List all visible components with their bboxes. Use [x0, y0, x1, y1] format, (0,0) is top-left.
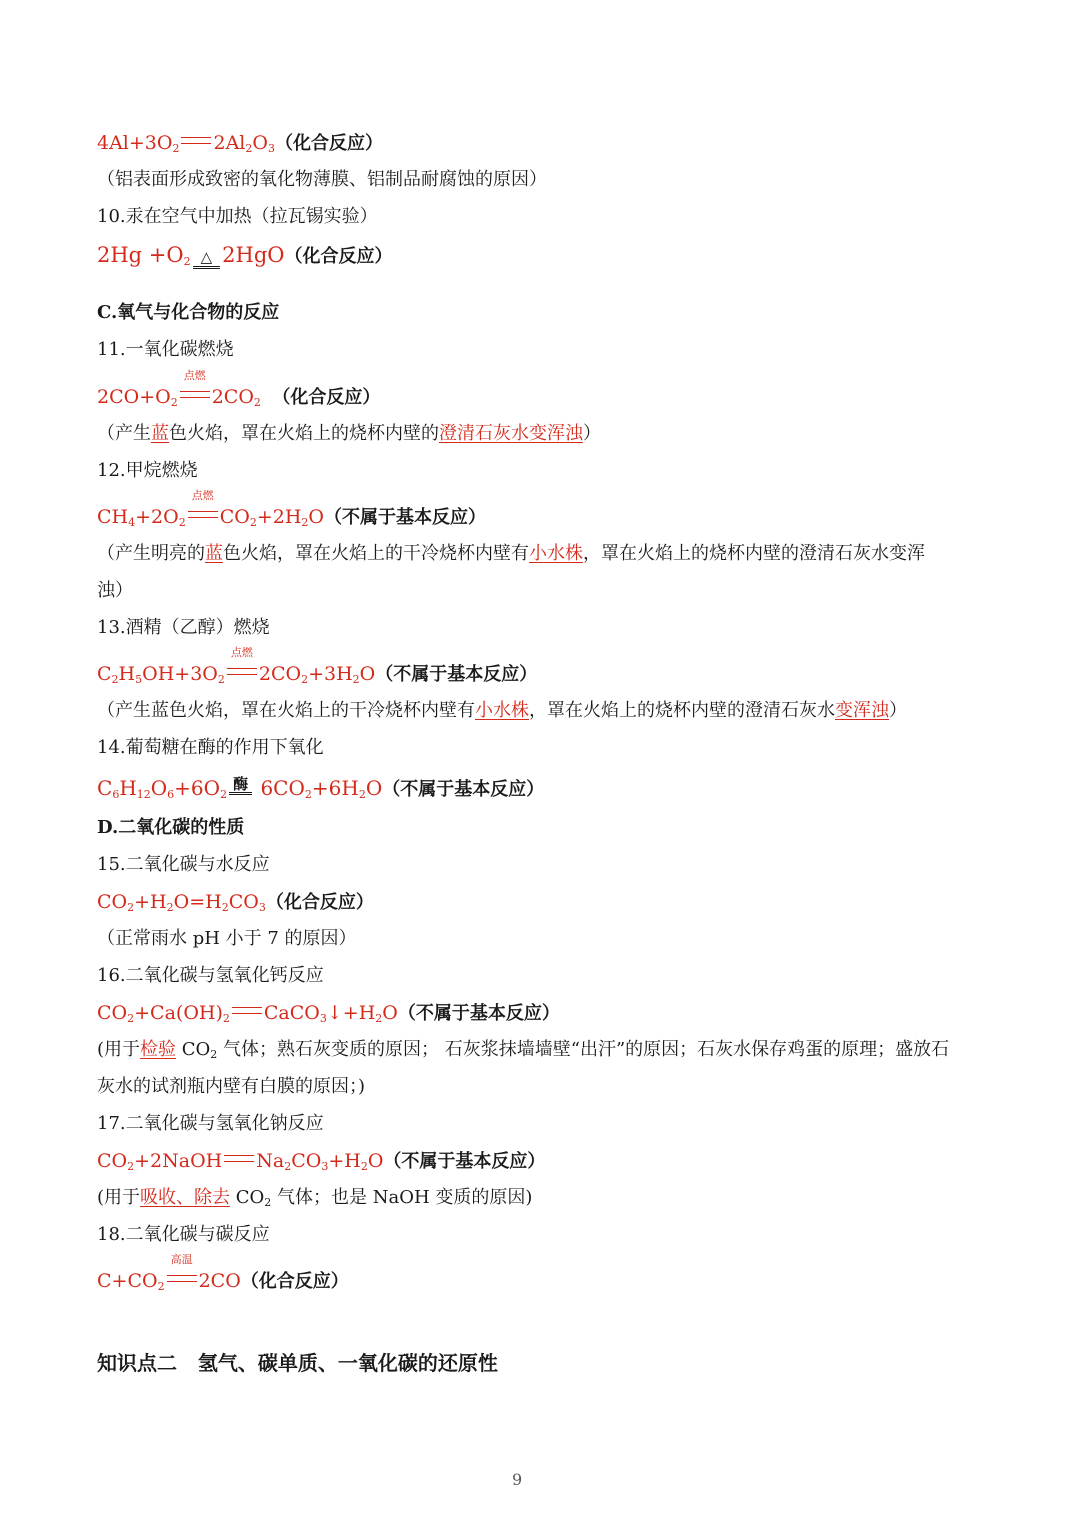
- note-co: （产生蓝色火焰，罩在火焰上的烧杯内壁的澄清石灰水变浑浊）: [97, 423, 601, 444]
- equation-co2-naoh: $CO_2+2NaOH$ $Na_2CO_3+H_2O$（不属于基本反应）: [97, 1150, 546, 1173]
- equation-ch4: $CH_4+2O_2$ 点燃 $CO_2+2H_2O$（不属于基本反应）: [97, 489, 486, 529]
- item-13-title: 13.酒精（乙醇）燃烧: [97, 617, 270, 638]
- note-ch4-line1: （产生明亮的蓝色火焰，罩在火焰上的干冷烧杯内壁有小水株，罩在火焰上的烧杯内壁的澄清石灰水变浑: [97, 543, 925, 564]
- item-14-title: 14.葡萄糖在酶的作用下氧化: [97, 737, 324, 758]
- equation-al-o2: $4Al+3O_2$ $2Al_2O_3$（化合反应）: [97, 132, 383, 155]
- note-rain-ph: （正常雨水 pH 小于 7 的原因）: [97, 928, 357, 949]
- item-10-title: 10.汞在空气中加热（拉瓦锡实验）: [97, 206, 378, 227]
- equation-glucose: $C_6H_{12}O_6+6O_2$酶 $6CO_2+6H_2O$（不属于基本反应）: [97, 775, 545, 801]
- note-ch4-line2: 浊）: [97, 580, 133, 601]
- equation-co2-caoh2: $CO_2+Ca(OH)_2$ $CaCO_3↓+H_2O$（不属于基本反应）: [97, 1002, 560, 1025]
- note-al: （铝表面形成致密的氧化物薄膜、铝制品耐腐蚀的原因）: [97, 169, 547, 190]
- note-ethanol: （产生蓝色火焰，罩在火焰上的干冷烧杯内壁有小水株，罩在火焰上的烧杯内壁的澄清石灰水变浑浊）: [97, 700, 907, 721]
- equation-co: $2CO+O_2$ 点燃 $2CO_2$ （化合反应）: [97, 369, 381, 409]
- note-naoh: (用于吸收、除去 $CO_2$ 气体；也是 NaOH 变质的原因): [97, 1187, 533, 1209]
- item-17-title: 17.二氧化碳与氢氧化钠反应: [97, 1113, 324, 1134]
- item-15-title: 15.二氧化碳与水反应: [97, 854, 270, 875]
- note-caoh2-line1: (用于检验 $CO_2$ 气体；熟石灰变质的原因； 石灰浆抹墙墙壁“出汗”的原因；石灰水保存鸡蛋的原理；盛放石: [97, 1039, 950, 1061]
- knowledge-point-2-heading: 知识点二 氢气、碳单质、一氧化碳的还原性: [97, 1351, 498, 1375]
- equation-co2-water: $CO_2+H_2O=H_2CO_3$（化合反应）: [97, 891, 374, 914]
- equation-hg: $2Hg +O_2$ △ 2HgO（化合反应）: [97, 243, 393, 268]
- item-11-title: 11.一氧化碳燃烧: [97, 339, 234, 360]
- item-18-title: 18.二氧化碳与碳反应: [97, 1224, 270, 1245]
- equation-co2-carbon: $C+CO_2$ 高温 2CO（化合反应）: [97, 1253, 349, 1293]
- item-16-title: 16.二氧化碳与氢氧化钙反应: [97, 965, 324, 986]
- note-caoh2-line2: 灰水的试剂瓶内壁有白膜的原因；): [97, 1076, 366, 1097]
- equation-ethanol: $C_2H_5OH+3O_2$ 点燃 $2CO_2+3H_2O$（不属于基本反应）: [97, 646, 538, 686]
- section-c-heading: C.氧气与化合物的反应: [97, 302, 280, 323]
- item-12-title: 12.甲烷燃烧: [97, 460, 198, 481]
- page-number: 9: [512, 1470, 523, 1489]
- section-d-heading: D.二氧化碳的性质: [97, 817, 245, 838]
